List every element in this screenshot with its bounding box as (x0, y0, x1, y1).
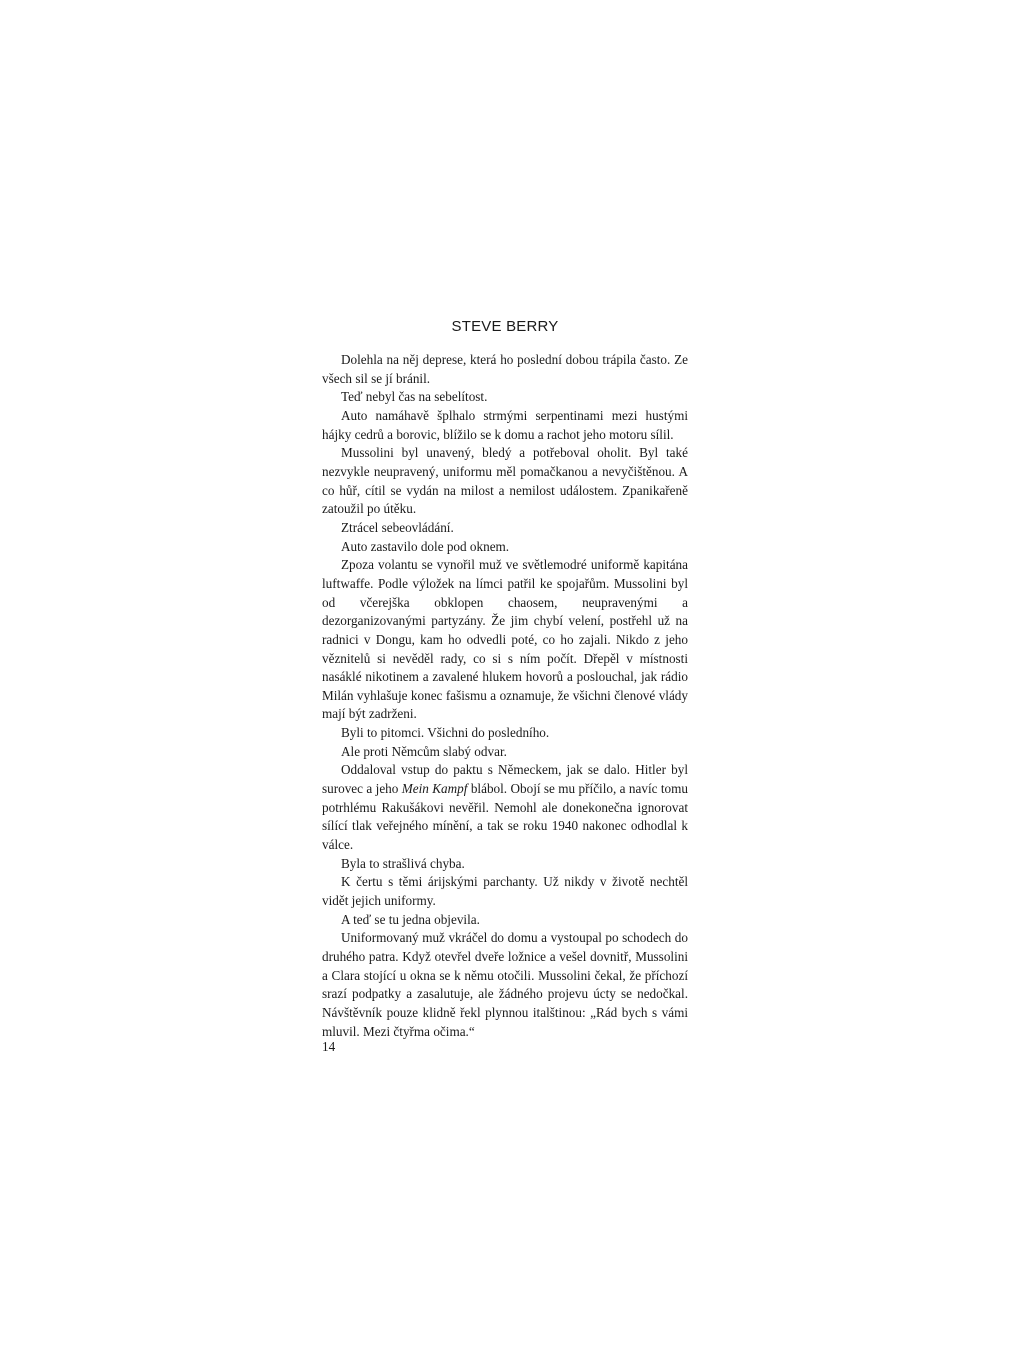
book-title-italic: Mein Kampf (401, 781, 468, 797)
paragraph: Ale proti Němcům slabý odvar. (341, 743, 507, 759)
paragraph-text-after: blábol. Obojí se mu příčilo, a navíc tomu potrhlému Rakušákovi nevěřil. Nemohl ale donekonečna ignorovat sílící tlak veřejného mínění, a tak se roku 1940 nakonec odhodlal k válce. (322, 781, 688, 853)
paragraph: A teď se tu jedna objevila. (341, 911, 480, 927)
paragraph: Teď nebyl čas na sebelítost. (341, 389, 488, 405)
paragraph: Uniformovaný muž vkráčel do domu a vystoupal po schodech do druhého patra. Když otevřel dveře ložnice a vešel dovnitř, Mussolini a Clara stojící u okna se k němu otočili. Mussolini čekal, že příchozí srazí podpatky a zasalutuje, ale žádného projevu úcty se nedočkal. Návštěvník pouze klidně řekl plynnou italštinou: „Rád bych s vámi mluvil. Mezi čtyřma očima.“ (322, 930, 688, 1039)
paragraph: Mussolini byl unavený, bledý a potřeboval oholit. Byl také nezvykle neupravený, uniformu měl pomačkanou a nevyčištěnou. A co hůř, cítil se vydán na milost a nemilost událostem. Zpanikařeně zatoužil po útěku. (322, 445, 688, 517)
paragraph: Ztrácel sebeovládání. (341, 519, 454, 535)
page-number: 14 (322, 1039, 336, 1054)
running-head: STEVE BERRY (451, 318, 559, 335)
paragraph: K čertu s těmi árijskými parchanty. Už nikdy v životě nechtěl vidět jejich uniformy. (322, 874, 688, 909)
paragraph-text-before: Oddaloval vstup do paktu s Německem, jak se dalo. Hitler byl surovec a jeho (322, 762, 688, 797)
paragraph: Auto namáhavě šplhalo strmými serpentinami mezi hustými hájky cedrů a borovic, blížilo se k domu a rachot jeho motoru sílil. (322, 407, 688, 442)
paragraph: Dolehla na něj deprese, která ho poslední dobou trápila často. Ze všech sil se jí bránil. (322, 352, 688, 386)
paragraph-with-italic (322, 761, 688, 854)
paragraph: Zpoza volantu se vynořil muž ve světlemodré uniformě kapitána luftwaffe. Podle výložek na límci patřil ke spojařům. Mussolini byl od včerejška obklopen chaosem, neupravenými a dezorganizovanými partyzány. Že jim chybí velení, postřehl už na radnici v Dongu, kam ho odvedli poté, co ho zajali. Nikdo z jeho věznitelů si nevěděl rady, co si s ním počít. Dřepěl v místnosti nasáklé nikotinem a zavalené hlukem hovorů a poslouchal, jak rádio Milán vyhlašuje konec fašismu a oznamuje, že všichni členové vlády mají být zadrženi. (322, 557, 688, 722)
body-text (322, 351, 688, 1041)
paragraph: Byla to strašlivá chyba. (341, 855, 465, 871)
paragraph: Auto zastavilo dole pod oknem. (341, 538, 510, 554)
paragraph: Byli to pitomci. Všichni do posledního. (341, 725, 550, 741)
